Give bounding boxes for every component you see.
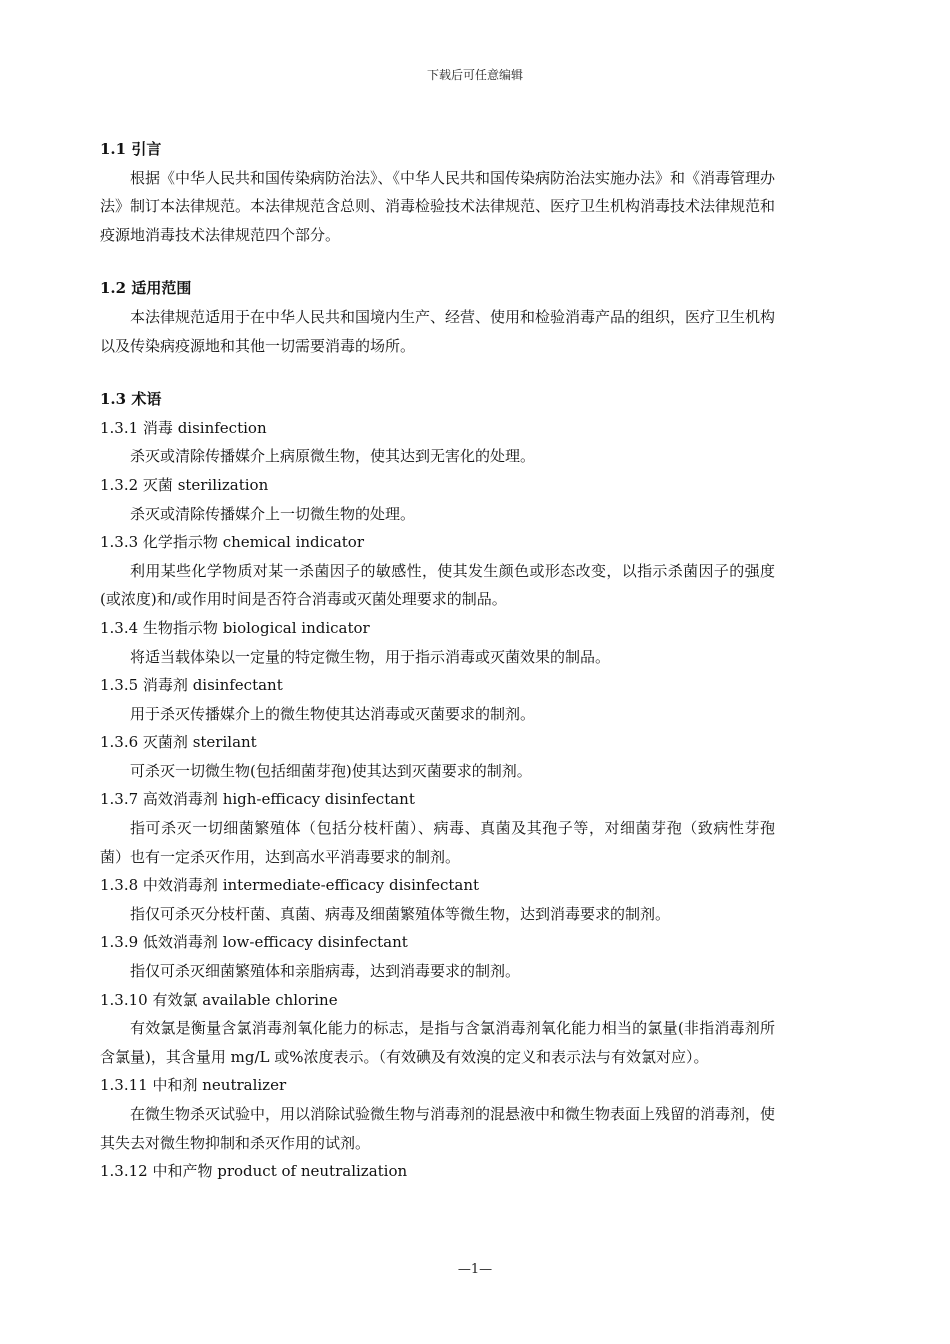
term-title: 1.3.7 高效消毒剂 high-efficacy disinfectant bbox=[100, 790, 415, 809]
section-heading-terms: 1.3 术语 bbox=[100, 390, 162, 409]
section-paragraph-intro: 根据《中华人民共和国传染病防治法》、《中华人民共和国传染病防治法实施办法》和《消毒管理办法》制订本法律规范。本法律规范含总则、消毒检验技术法律规范、医疗卫生机构消毒技术法律规范和疫源地消毒技术法律规范四个部分。 bbox=[100, 168, 776, 244]
term-title: 1.3.4 生物指示物 biological indicator bbox=[100, 618, 370, 637]
term-definition: 有效氯是衡量含氯消毒剂氧化能力的标志，是指与含氯消毒剂氧化能力相当的氯量(非指消毒剂所含氯量)，其含量用 mg/L 或%浓度表示。（有效碘及有效溴的定义和表示法与有效氯对应）。 bbox=[100, 1019, 775, 1066]
term-definition: 在微生物杀灭试验中，用以消除试验微生物与消毒剂的混悬液中和微生物表面上残留的消毒剂，使其失去对微生物抑制和杀灭作用的试剂。 bbox=[100, 1105, 776, 1152]
term-definition: 杀灭或清除传播媒介上一切微生物的处理。 bbox=[130, 504, 416, 523]
term-title: 1.3.9 低效消毒剂 low-efficacy disinfectant bbox=[100, 933, 408, 952]
term-title: 1.3.8 中效消毒剂 intermediate-efficacy disinfectant bbox=[100, 876, 480, 895]
document-body bbox=[100, 135, 775, 1186]
term-definition: 指仅可杀灭分枝杆菌、真菌、病毒及细菌繁殖体等微生物，达到消毒要求的制剂。 bbox=[130, 904, 671, 923]
term-title: 1.3.5 消毒剂 disinfectant bbox=[100, 676, 283, 695]
term-definition: 指仅可杀灭细菌繁殖体和亲脂病毒，达到消毒要求的制剂。 bbox=[130, 962, 521, 981]
term-title: 1.3.2 灭菌 sterilization bbox=[100, 475, 269, 494]
term-definition: 杀灭或清除传播媒介上病原微生物，使其达到无害化的处理。 bbox=[130, 447, 536, 466]
section-heading-scope: 1.2 适用范围 bbox=[100, 279, 192, 298]
term-definition: 用于杀灭传播媒介上的微生物使其达消毒或灭菌要求的制剂。 bbox=[130, 704, 536, 723]
term-definition: 可杀灭一切微生物(包括细菌芽孢)使其达到灭菌要求的制剂。 bbox=[130, 761, 532, 780]
term-title: 1.3.6 灭菌剂 sterilant bbox=[100, 733, 257, 752]
term-definition: 利用某些化学物质对某一杀菌因子的敏感性，使其发生颜色或形态改变，以指示杀菌因子的强度(或浓度)和/或作用时间是否符合消毒或灭菌处理要求的制品。 bbox=[100, 561, 775, 609]
term-definition: 指可杀灭一切细菌繁殖体（包括分枝杆菌）、病毒、真菌及其孢子等，对细菌芽孢（致病性芽孢菌）也有一定杀灭作用，达到高水平消毒要求的制剂。 bbox=[100, 819, 775, 866]
term-definition: 将适当载体染以一定量的特定微生物，用于指示消毒或灭菌效果的制品。 bbox=[130, 647, 611, 666]
term-title: 1.3.12 中和产物 product of neutralization bbox=[100, 1162, 408, 1181]
page-number: —1— bbox=[457, 1262, 493, 1277]
section-paragraph-scope: 本法律规范适用于在中华人民共和国境内生产、经营、使用和检验消毒产品的组织，医疗卫生机构以及传染病疫源地和其他一切需要消毒的场所。 bbox=[100, 307, 776, 355]
term-title: 1.3.3 化学指示物 chemical indicator bbox=[100, 533, 365, 552]
term-title: 1.3.11 中和剂 neutralizer bbox=[100, 1076, 287, 1095]
term-title: 1.3.1 消毒 disinfection bbox=[100, 418, 267, 437]
term-title: 1.3.10 有效氯 available chlorine bbox=[100, 990, 338, 1009]
page-header: 下载后可任意编辑 bbox=[426, 68, 523, 82]
section-heading-intro: 1.1 引言 bbox=[100, 140, 162, 158]
